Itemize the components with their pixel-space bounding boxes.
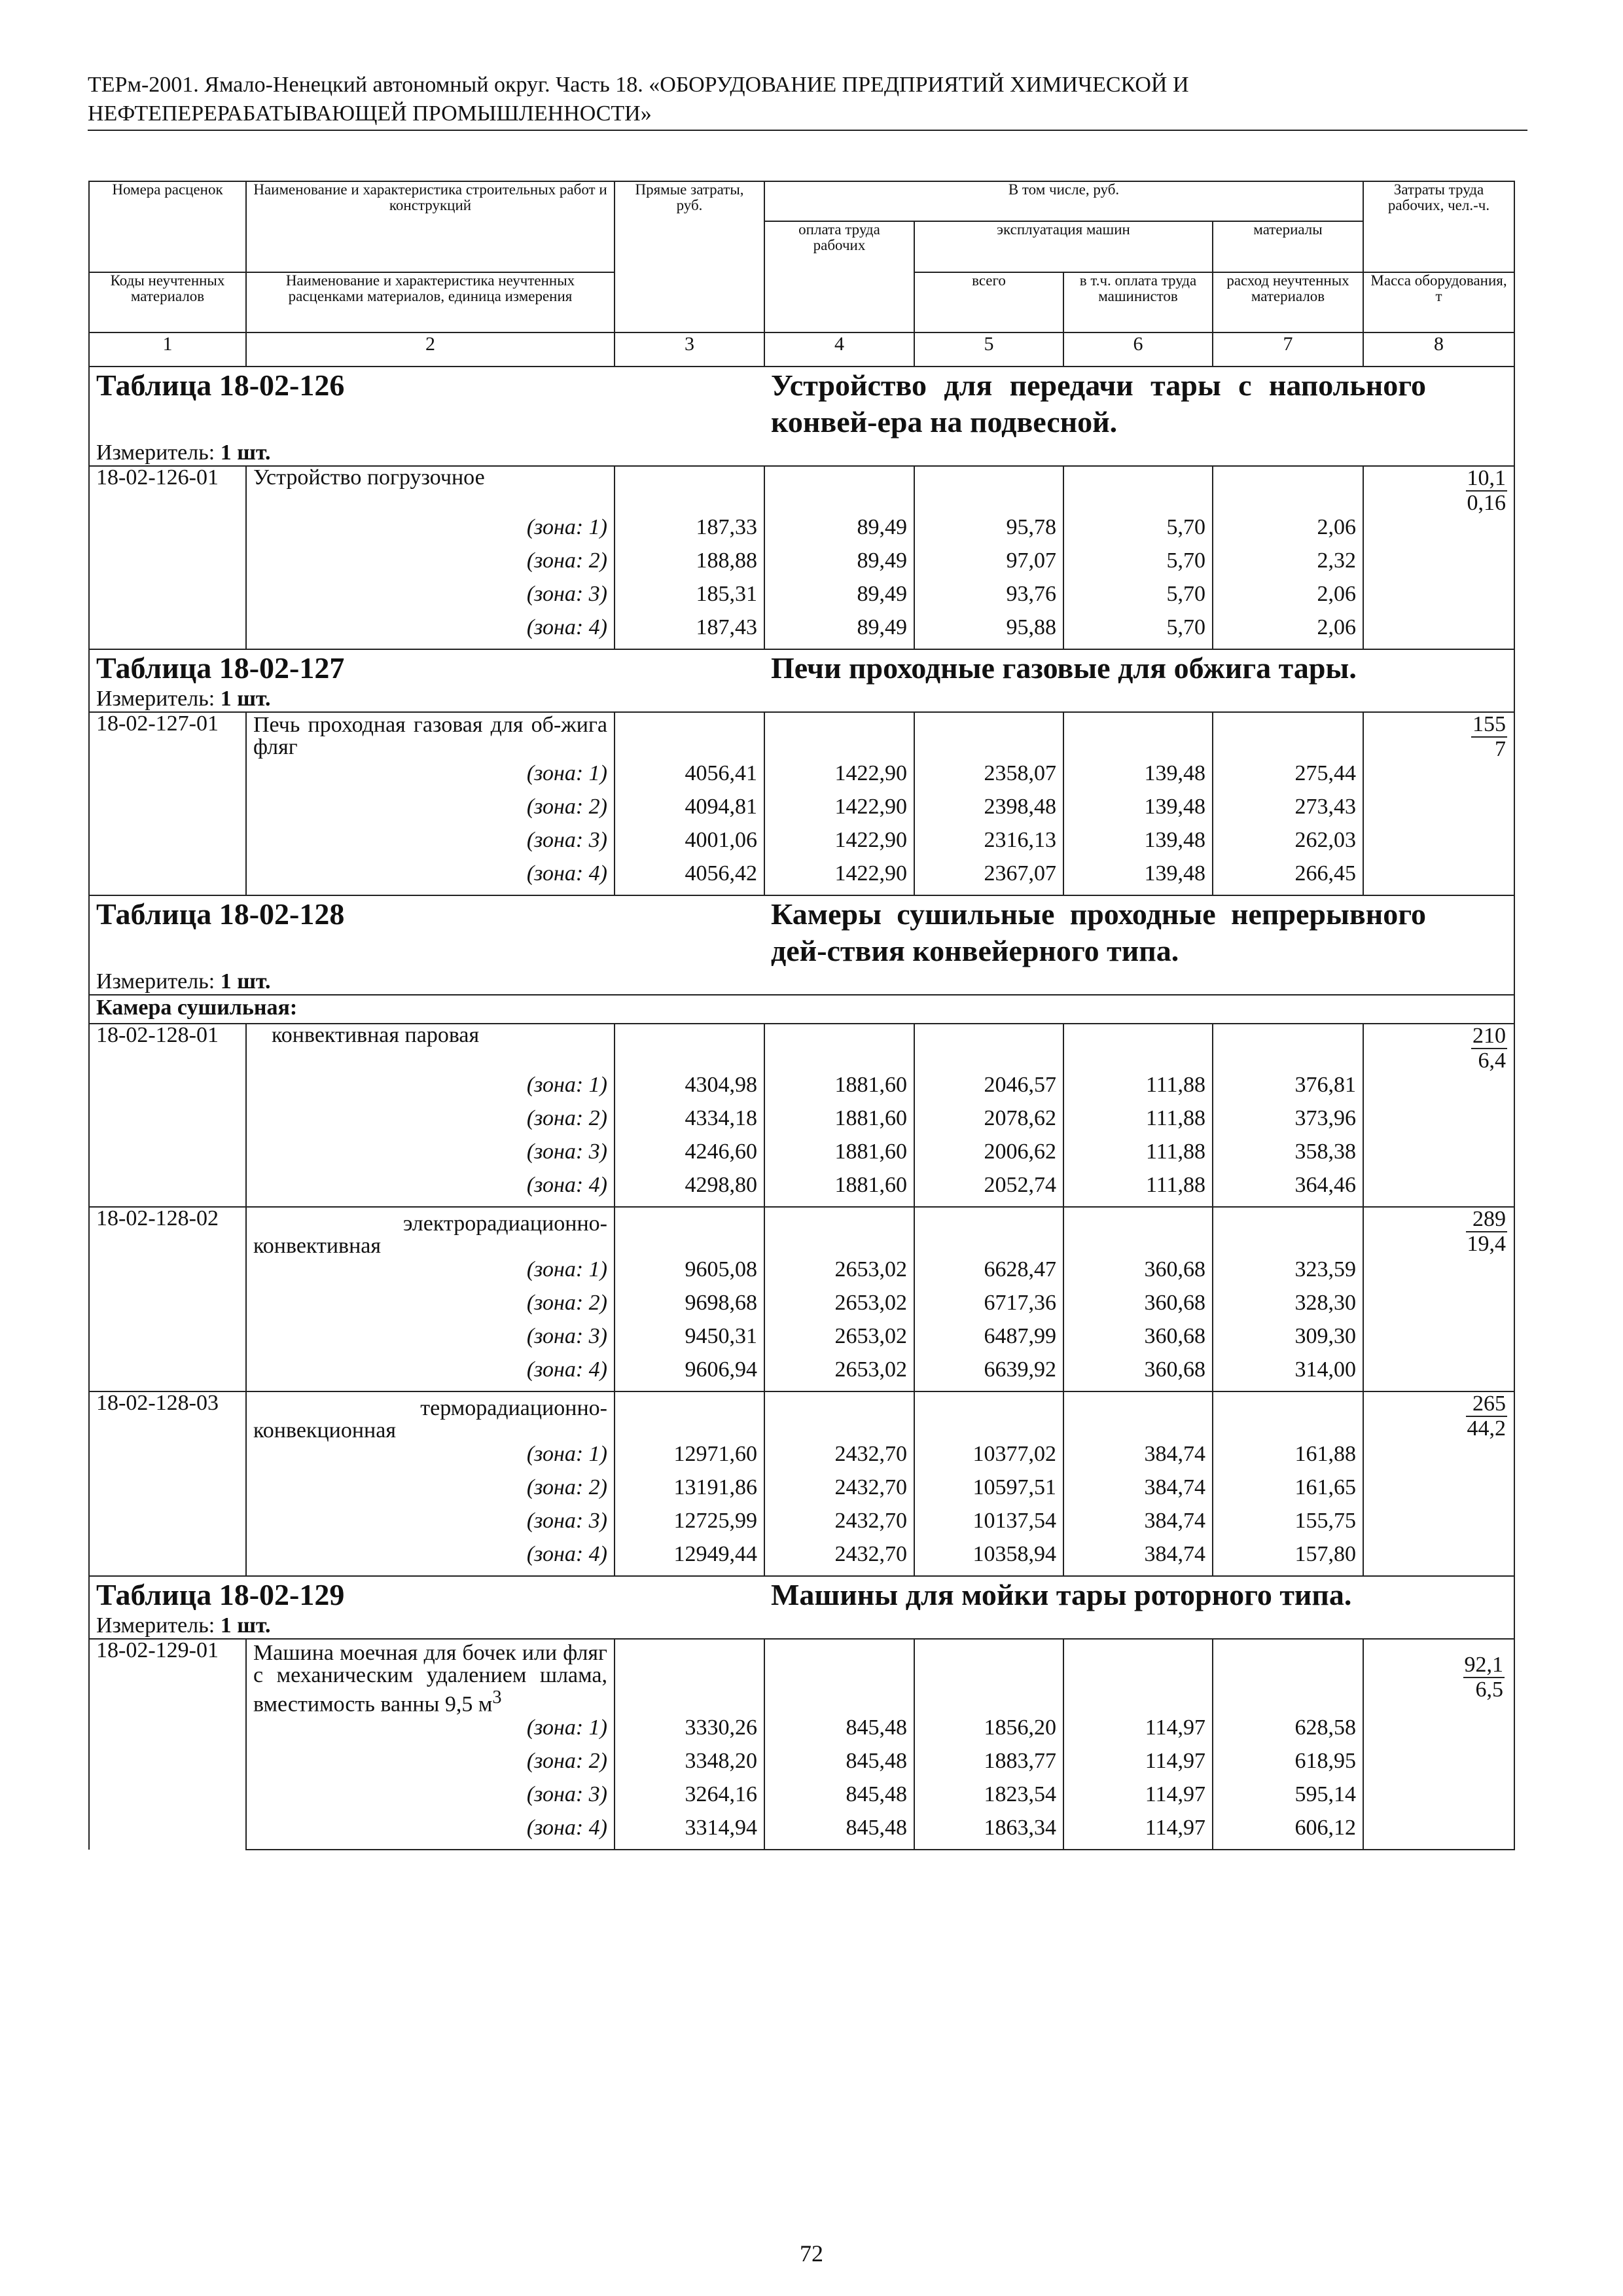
zone-row <box>89 1073 1514 1106</box>
equipment-mass: 7 <box>1495 737 1507 761</box>
operator-wages: 384,74 <box>1063 1542 1213 1576</box>
zone-row <box>89 1106 1514 1139</box>
machines-total: 95,88 <box>914 615 1063 649</box>
operator-wages: 139,48 <box>1063 795 1213 828</box>
zone-row <box>89 861 1514 895</box>
machines-total: 2398,48 <box>914 795 1063 828</box>
worker-wages: 2432,70 <box>764 1475 914 1509</box>
materials: 2,32 <box>1213 548 1363 582</box>
zone-label: (зона: 4) <box>246 615 615 649</box>
col-number: 5 <box>914 332 1063 367</box>
zone-row <box>89 1715 1514 1749</box>
rate-code: 18-02-126-01 <box>89 466 246 649</box>
col-header-direct-costs: Прямые затраты, руб. <box>615 181 764 332</box>
rate-code: 18-02-127-01 <box>89 712 246 895</box>
materials: 2,06 <box>1213 582 1363 615</box>
operator-wages: 111,88 <box>1063 1073 1213 1106</box>
worker-wages: 2432,70 <box>764 1442 914 1475</box>
col-number: 1 <box>89 332 246 367</box>
operator-wages: 384,74 <box>1063 1509 1213 1542</box>
zone-row <box>89 1816 1514 1850</box>
worker-wages: 89,49 <box>764 615 914 649</box>
machines-total: 2358,07 <box>914 761 1063 795</box>
zone-row <box>89 1475 1514 1509</box>
labor-mass-cell <box>1363 1391 1514 1442</box>
operator-wages: 5,70 <box>1063 515 1213 548</box>
labor-cost: 210 <box>1472 1024 1507 1048</box>
zone-row <box>89 1542 1514 1576</box>
labor-over-mass-fraction <box>1466 1392 1508 1441</box>
rate-name-text: конвективная паровая <box>272 1023 480 1047</box>
unit-value: 1 шт. <box>220 687 271 711</box>
materials: 314,00 <box>1213 1357 1363 1391</box>
rate-name-text: Машина моечная для бочек или фляг с механическим удалением шлама, вместимость ванны 9,5 м <box>253 1641 607 1717</box>
zone-label: (зона: 2) <box>246 795 615 828</box>
zone-row <box>89 1291 1514 1324</box>
machines-total: 97,07 <box>914 548 1063 582</box>
zone-row <box>89 1749 1514 1782</box>
machines-total: 6639,92 <box>914 1357 1063 1391</box>
worker-wages: 845,48 <box>764 1749 914 1782</box>
machines-total: 6717,36 <box>914 1291 1063 1324</box>
worker-wages: 2653,02 <box>764 1291 914 1324</box>
labor-mass-cell <box>1363 712 1514 761</box>
zone-label: (зона: 2) <box>246 1106 615 1139</box>
unit-of-measure <box>89 1613 1514 1639</box>
direct-costs: 3348,20 <box>615 1749 764 1782</box>
col-header-machines: эксплуатация машин <box>914 221 1213 272</box>
rate-code: 18-02-128-02 <box>89 1207 246 1391</box>
materials: 161,88 <box>1213 1442 1363 1475</box>
operator-wages: 111,88 <box>1063 1173 1213 1207</box>
rate-name <box>246 1207 615 1257</box>
materials: 364,46 <box>1213 1173 1363 1207</box>
zone-row <box>89 615 1514 649</box>
materials: 376,81 <box>1213 1073 1363 1106</box>
zone-row <box>89 795 1514 828</box>
table-title: Устройство для передачи тары с напольного конвей-ера на подвесной. <box>764 367 1514 440</box>
col-header-material-codes: Коды неучтенных материалов <box>89 272 246 332</box>
worker-wages: 845,48 <box>764 1715 914 1749</box>
worker-wages: 89,49 <box>764 515 914 548</box>
direct-costs: 3264,16 <box>615 1782 764 1816</box>
table-number: Таблица 18-02-129 <box>89 1576 764 1613</box>
machines-total: 2367,07 <box>914 861 1063 895</box>
direct-costs: 187,33 <box>615 515 764 548</box>
equipment-mass: 44,2 <box>1467 1416 1507 1441</box>
direct-costs: 4246,60 <box>615 1139 764 1173</box>
col-header-machines-total: всего <box>914 272 1063 332</box>
direct-costs: 12971,60 <box>615 1442 764 1475</box>
worker-wages: 845,48 <box>764 1782 914 1816</box>
table-number: Таблица 18-02-126 <box>89 367 764 440</box>
zone-row <box>89 1324 1514 1357</box>
materials: 358,38 <box>1213 1139 1363 1173</box>
zone-row <box>89 1357 1514 1391</box>
operator-wages: 360,68 <box>1063 1257 1213 1291</box>
direct-costs: 4304,98 <box>615 1073 764 1106</box>
zone-row <box>89 761 1514 795</box>
labor-cost: 10,1 <box>1467 466 1507 490</box>
labor-mass-cell <box>1363 466 1514 515</box>
operator-wages: 5,70 <box>1063 548 1213 582</box>
materials: 309,30 <box>1213 1324 1363 1357</box>
zone-label: (зона: 4) <box>246 1816 615 1850</box>
labor-cost: 289 <box>1466 1208 1508 1232</box>
direct-costs: 4056,41 <box>615 761 764 795</box>
unit-label: Измеритель: <box>96 1613 215 1638</box>
materials: 323,59 <box>1213 1257 1363 1291</box>
operator-wages: 5,70 <box>1063 615 1213 649</box>
operator-wages: 139,48 <box>1063 861 1213 895</box>
direct-costs: 185,31 <box>615 582 764 615</box>
zone-label: (зона: 3) <box>246 1509 615 1542</box>
col-header-work-name: Наименование и характеристика строительных работ и конструкций <box>246 181 615 272</box>
page-number: 72 <box>800 2240 823 2267</box>
labor-cost: 92,1 <box>1464 1653 1504 1677</box>
rate-name-part-1: электрорадиационно- <box>402 1211 607 1236</box>
machines-total: 2006,62 <box>914 1139 1063 1173</box>
page-header <box>88 71 1527 128</box>
direct-costs: 12725,99 <box>615 1509 764 1542</box>
zone-label: (зона: 2) <box>246 548 615 582</box>
direct-costs: 9605,08 <box>615 1257 764 1291</box>
col-header-rate-numbers: Номера расценок <box>89 181 246 272</box>
header-line-2: НЕФТЕПЕРЕРАБАТЫВАЮЩЕЙ ПРОМЫШЛЕННОСТИ» <box>88 101 652 126</box>
col-number: 4 <box>764 332 914 367</box>
machines-total: 2078,62 <box>914 1106 1063 1139</box>
worker-wages: 89,49 <box>764 582 914 615</box>
equipment-mass: 0,16 <box>1467 491 1507 515</box>
zone-row <box>89 1257 1514 1291</box>
worker-wages: 1881,60 <box>764 1106 914 1139</box>
unit-of-measure <box>89 687 1514 712</box>
col-header-material-names: Наименование и характеристика неучтенных расценками материалов, единица измерения <box>246 272 615 332</box>
labor-cost: 265 <box>1466 1392 1508 1417</box>
zone-label: (зона: 1) <box>246 761 615 795</box>
col-header-unaccounted-materials: расход неучтенных материалов <box>1213 272 1363 332</box>
machines-total: 10358,94 <box>914 1542 1063 1576</box>
operator-wages: 139,48 <box>1063 761 1213 795</box>
table-number: Таблица 18-02-127 <box>89 649 764 687</box>
direct-costs: 4056,42 <box>615 861 764 895</box>
unit-label: Измеритель: <box>96 440 215 465</box>
rate-row <box>89 1639 1514 1715</box>
unit-value: 1 шт. <box>220 969 271 994</box>
col-number: 6 <box>1063 332 1213 367</box>
direct-costs: 4298,80 <box>615 1173 764 1207</box>
worker-wages: 1881,60 <box>764 1173 914 1207</box>
operator-wages: 360,68 <box>1063 1357 1213 1391</box>
direct-costs: 187,43 <box>615 615 764 649</box>
zone-label: (зона: 1) <box>246 1073 615 1106</box>
header-rule <box>88 130 1527 131</box>
direct-costs: 3330,26 <box>615 1715 764 1749</box>
zone-label: (зона: 3) <box>246 1782 615 1816</box>
direct-costs: 12949,44 <box>615 1542 764 1576</box>
worker-wages: 1422,90 <box>764 828 914 861</box>
operator-wages: 114,97 <box>1063 1816 1213 1850</box>
materials: 161,65 <box>1213 1475 1363 1509</box>
worker-wages: 2432,70 <box>764 1542 914 1576</box>
subheading: Камера сушильная: <box>89 995 1514 1024</box>
direct-costs: 9606,94 <box>615 1357 764 1391</box>
materials: 595,14 <box>1213 1782 1363 1816</box>
rate-code: 18-02-128-01 <box>89 1024 246 1207</box>
worker-wages: 1881,60 <box>764 1073 914 1106</box>
zone-label: (зона: 2) <box>246 1475 615 1509</box>
worker-wages: 1422,90 <box>764 795 914 828</box>
zone-row <box>89 1782 1514 1816</box>
col-header-including: В том числе, руб. <box>764 181 1363 221</box>
materials: 373,96 <box>1213 1106 1363 1139</box>
unit-value: 1 шт. <box>220 1613 271 1638</box>
worker-wages: 1422,90 <box>764 761 914 795</box>
worker-wages: 1881,60 <box>764 1139 914 1173</box>
machines-total: 10137,54 <box>914 1509 1063 1542</box>
zone-row <box>89 828 1514 861</box>
header-line-1: ТЕРм-2001. Ямало-Ненецкий автономный округ. Часть 18. «ОБОРУДОВАНИЕ ПРЕДПРИЯТИЙ ХИМИЧЕСКОЙ И <box>88 73 1189 97</box>
materials: 266,45 <box>1213 861 1363 895</box>
rate-row <box>89 1391 1514 1442</box>
rate-name <box>246 1639 615 1715</box>
unit-value: 1 шт. <box>220 440 271 465</box>
zone-label: (зона: 1) <box>246 1442 615 1475</box>
worker-wages: 2653,02 <box>764 1324 914 1357</box>
materials: 157,80 <box>1213 1542 1363 1576</box>
labor-over-mass-fraction <box>1471 1024 1507 1073</box>
machines-total: 1883,77 <box>914 1749 1063 1782</box>
col-header-equipment-mass: Масса оборудования, т <box>1363 272 1514 332</box>
worker-wages: 89,49 <box>764 548 914 582</box>
materials: 628,58 <box>1213 1715 1363 1749</box>
operator-wages: 139,48 <box>1063 828 1213 861</box>
machines-total: 95,78 <box>914 515 1063 548</box>
materials: 262,03 <box>1213 828 1363 861</box>
zone-label: (зона: 4) <box>246 1173 615 1207</box>
rate-code: 18-02-128-03 <box>89 1391 246 1576</box>
zone-label: (зона: 1) <box>246 1715 615 1749</box>
direct-costs: 9698,68 <box>615 1291 764 1324</box>
direct-costs: 9450,31 <box>615 1324 764 1357</box>
worker-wages: 845,48 <box>764 1816 914 1850</box>
col-header-materials: материалы <box>1213 221 1363 272</box>
col-number: 7 <box>1213 332 1363 367</box>
operator-wages: 360,68 <box>1063 1324 1213 1357</box>
operator-wages: 111,88 <box>1063 1106 1213 1139</box>
worker-wages: 2653,02 <box>764 1357 914 1391</box>
operator-wages: 114,97 <box>1063 1749 1213 1782</box>
rate-name <box>246 1024 615 1073</box>
labor-over-mass-fraction <box>1463 1653 1505 1702</box>
table-title: Камеры сушильные проходные непрерывного дей-ствия конвейерного типа. <box>764 895 1514 969</box>
col-number: 8 <box>1363 332 1514 367</box>
table-title: Машины для мойки тары роторного типа. <box>764 1576 1514 1613</box>
unit-of-measure <box>89 969 1514 995</box>
col-header-wages: оплата труда рабочих <box>764 221 914 332</box>
zone-label: (зона: 4) <box>246 861 615 895</box>
table-title: Печи проходные газовые для обжига тары. <box>764 649 1514 687</box>
machines-total: 6628,47 <box>914 1257 1063 1291</box>
direct-costs: 4001,06 <box>615 828 764 861</box>
table-number: Таблица 18-02-128 <box>89 895 764 969</box>
operator-wages: 360,68 <box>1063 1291 1213 1324</box>
materials: 2,06 <box>1213 515 1363 548</box>
unit-of-measure <box>89 440 1514 466</box>
direct-costs: 4334,18 <box>615 1106 764 1139</box>
direct-costs: 188,88 <box>615 548 764 582</box>
labor-mass-cell <box>1363 1639 1514 1715</box>
worker-wages: 1422,90 <box>764 861 914 895</box>
machines-total: 10377,02 <box>914 1442 1063 1475</box>
rate-code: 18-02-129-01 <box>89 1639 246 1850</box>
machines-total: 93,76 <box>914 582 1063 615</box>
zone-label: (зона: 4) <box>246 1357 615 1391</box>
rate-name-text: Печь проходная газовая для об-жига фляг <box>253 713 607 759</box>
operator-wages: 5,70 <box>1063 582 1213 615</box>
col-number: 2 <box>246 332 615 367</box>
labor-over-mass-fraction <box>1466 467 1508 515</box>
materials: 273,43 <box>1213 795 1363 828</box>
col-number: 3 <box>615 332 764 367</box>
materials: 606,12 <box>1213 1816 1363 1850</box>
materials: 2,06 <box>1213 615 1363 649</box>
unit-label: Измеритель: <box>96 687 215 711</box>
machines-total: 10597,51 <box>914 1475 1063 1509</box>
zone-label: (зона: 3) <box>246 828 615 861</box>
operator-wages: 384,74 <box>1063 1475 1213 1509</box>
materials: 618,95 <box>1213 1749 1363 1782</box>
zone-row <box>89 548 1514 582</box>
labor-over-mass-fraction <box>1471 713 1507 761</box>
zone-label: (зона: 3) <box>246 1139 615 1173</box>
rate-name-part-2: конвективная <box>253 1234 382 1258</box>
zone-label: (зона: 1) <box>246 515 615 548</box>
machines-total: 2046,57 <box>914 1073 1063 1106</box>
col-header-operator-wages: в т.ч. оплата труда машинистов <box>1063 272 1213 332</box>
unit-label: Измеритель: <box>96 969 215 994</box>
direct-costs: 4094,81 <box>615 795 764 828</box>
machines-total: 1863,34 <box>914 1816 1063 1850</box>
rate-row <box>89 712 1514 761</box>
direct-costs: 3314,94 <box>615 1816 764 1850</box>
rate-row <box>89 466 1514 515</box>
operator-wages: 114,97 <box>1063 1715 1213 1749</box>
machines-total: 6487,99 <box>914 1324 1063 1357</box>
machines-total: 2316,13 <box>914 828 1063 861</box>
rate-name <box>246 466 615 515</box>
zone-label: (зона: 1) <box>246 1257 615 1291</box>
zone-row <box>89 1173 1514 1207</box>
zone-row <box>89 1139 1514 1173</box>
rate-row <box>89 1024 1514 1073</box>
rate-name <box>246 1391 615 1442</box>
equipment-mass: 19,4 <box>1467 1232 1507 1256</box>
zone-label: (зона: 4) <box>246 1542 615 1576</box>
machines-total: 1856,20 <box>914 1715 1063 1749</box>
materials: 328,30 <box>1213 1291 1363 1324</box>
labor-over-mass-fraction <box>1466 1208 1508 1256</box>
machines-total: 1823,54 <box>914 1782 1063 1816</box>
rate-name-part-1: терморадиационно- <box>420 1396 607 1420</box>
operator-wages: 114,97 <box>1063 1782 1213 1816</box>
labor-cost: 155 <box>1472 712 1507 736</box>
direct-costs: 13191,86 <box>615 1475 764 1509</box>
zone-label: (зона: 3) <box>246 582 615 615</box>
labor-mass-cell <box>1363 1024 1514 1073</box>
col-header-labor: Затраты труда рабочих, чел.-ч. <box>1363 181 1514 272</box>
rate-name-superscript: 3 <box>492 1687 502 1708</box>
worker-wages: 2653,02 <box>764 1257 914 1291</box>
materials: 155,75 <box>1213 1509 1363 1542</box>
operator-wages: 384,74 <box>1063 1442 1213 1475</box>
equipment-mass: 6,5 <box>1475 1677 1504 1702</box>
zone-row <box>89 1509 1514 1542</box>
worker-wages: 2432,70 <box>764 1509 914 1542</box>
labor-mass-cell <box>1363 1207 1514 1257</box>
zone-row <box>89 582 1514 615</box>
rate-name-text: Устройство погрузочное <box>253 465 485 490</box>
zone-row <box>89 1442 1514 1475</box>
rate-name <box>246 712 615 761</box>
zone-label: (зона: 2) <box>246 1291 615 1324</box>
equipment-mass: 6,4 <box>1478 1049 1507 1073</box>
machines-total: 2052,74 <box>914 1173 1063 1207</box>
zone-row <box>89 515 1514 548</box>
rate-name-part-2: конвекционная <box>253 1418 396 1443</box>
zone-label: (зона: 2) <box>246 1749 615 1782</box>
rate-row <box>89 1207 1514 1257</box>
operator-wages: 111,88 <box>1063 1139 1213 1173</box>
zone-label: (зона: 3) <box>246 1324 615 1357</box>
rates-table <box>88 181 1515 1850</box>
materials: 275,44 <box>1213 761 1363 795</box>
